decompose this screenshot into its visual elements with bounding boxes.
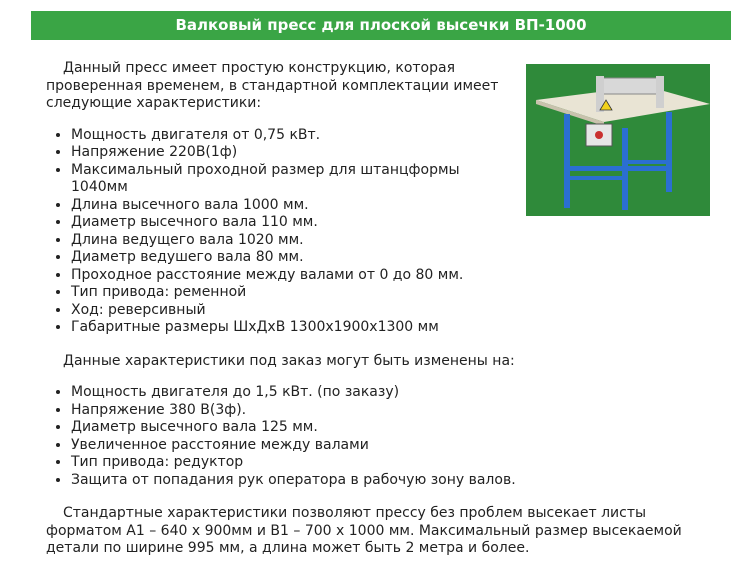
list-item: • Длина ведущего вала 1020 мм.: [71, 232, 516, 250]
list-item: • Защита от попадания рук оператора в рабочую зону валов.: [71, 472, 516, 490]
optional-specs-list: [46, 384, 516, 489]
list-item: • Проходное расстояние между валами от 0 до 80 мм.: [71, 267, 516, 285]
list-item: • Напряжение 380 В(3ф).: [71, 402, 516, 420]
standard-specs-list: [46, 127, 516, 337]
list-item: • Напряжение 220В(1ф): [71, 144, 516, 162]
list-item: • Диаметр высечного вала 110 мм.: [71, 214, 516, 232]
list-item: • Длина высечного вала 1000 мм.: [71, 197, 516, 215]
list-item: • Диаметр высечного вала 125 мм.: [71, 419, 516, 437]
conclusion-paragraph: Стандартные характеристики позволяют прессу без проблем высекает листы форматом А1 – 640 х 900мм и В1 – 700 х 1000 мм. Максимальный размер высекаемой детали по ширине 995 мм, а длина может быть 2 метра и более.: [46, 505, 682, 556]
list-item: • Максимальный проходной размер для штанцформы 1040мм: [71, 162, 516, 197]
roller-press-machine-image: [526, 64, 710, 216]
list-item: • Мощность двигателя от 0,75 кВт.: [71, 127, 516, 145]
intro-paragraph: Данный пресс имеет простую конструкцию, которая проверенная временем, в стандартной комплектации имеет следующие характеристики:: [46, 60, 499, 111]
spec-content: [46, 60, 682, 558]
list-item: • Тип привода: ременной: [71, 284, 516, 302]
list-item: • Мощность двигателя до 1,5 кВт. (по заказу): [71, 384, 516, 402]
list-item: • Тип привода: редуктор: [71, 454, 516, 472]
list-item: • Увеличенное расстояние между валами: [71, 437, 516, 455]
page-title: Валковый пресс для плоской высечки ВП-1000: [31, 11, 731, 40]
options-intro: Данные характеристики под заказ могут быть изменены на:: [63, 352, 515, 369]
list-item: • Ход: реверсивный: [71, 302, 516, 320]
list-item: • Габаритные размеры ШхДхВ 1300х1900х1300 мм: [71, 319, 516, 337]
list-item: • Диаметр ведушего вала 80 мм.: [71, 249, 516, 267]
